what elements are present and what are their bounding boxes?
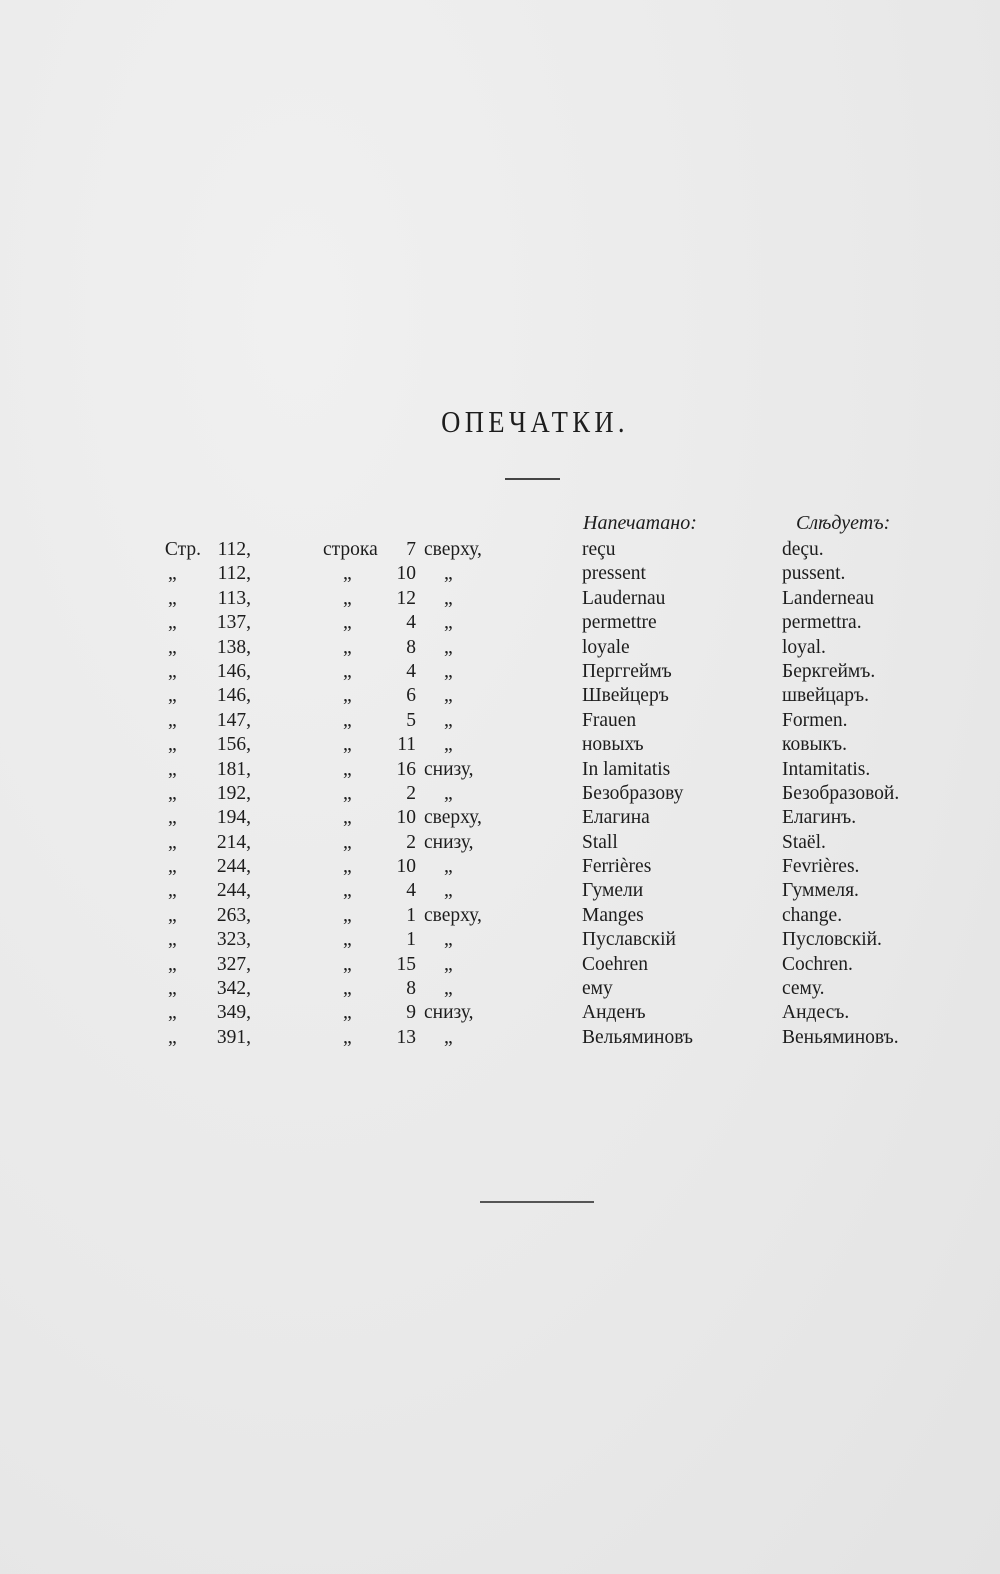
line-word: „ — [343, 904, 352, 926]
printed-text: In lamitatis — [582, 758, 671, 780]
line-direction: „ — [444, 856, 453, 878]
page-number: 327, — [216, 953, 251, 975]
line-word: „ — [343, 807, 352, 829]
page-prefix: „ — [168, 636, 177, 658]
errata-row — [0, 904, 1000, 928]
errata-row — [0, 953, 1000, 977]
printed-text: Пуславскій — [582, 929, 676, 951]
line-number: 11 — [397, 734, 416, 756]
page-prefix: „ — [168, 929, 177, 951]
line-word: „ — [343, 978, 352, 1000]
page-number: 192, — [216, 782, 251, 804]
errata-row — [0, 977, 1000, 1001]
line-direction: „ — [444, 587, 453, 609]
page-prefix: Стр. — [164, 539, 201, 560]
line-number: 10 — [396, 807, 416, 829]
printed-text: Елагина — [582, 807, 650, 829]
page-prefix: „ — [168, 953, 177, 975]
line-direction: снизу, — [424, 831, 474, 853]
errata-row — [0, 831, 1000, 855]
printed-text: Ferrières — [582, 856, 652, 878]
printed-text: Перггеймъ — [582, 660, 672, 682]
printed-text: Швейцеръ — [582, 685, 669, 707]
errata-row — [0, 562, 1000, 586]
correct-text: Formen. — [782, 709, 848, 731]
line-word: „ — [343, 758, 352, 780]
line-direction: „ — [444, 612, 453, 634]
errata-row — [0, 879, 1000, 903]
page-title: ОПЕЧАТКИ. — [441, 404, 629, 439]
errata-row — [0, 782, 1000, 806]
line-direction: снизу, — [424, 758, 474, 780]
line-direction: „ — [444, 660, 453, 682]
line-word: „ — [343, 563, 352, 585]
errata-row — [0, 806, 1000, 830]
page-prefix: „ — [168, 1002, 177, 1024]
line-number: 5 — [406, 709, 416, 731]
line-direction: „ — [444, 709, 453, 731]
line-direction: „ — [444, 929, 453, 951]
printed-text: ему — [582, 978, 613, 1000]
correct-text: pussent. — [782, 563, 846, 585]
line-direction: „ — [444, 782, 453, 804]
line-word: „ — [343, 782, 352, 804]
correct-text: швейцаръ. — [782, 685, 869, 707]
page-number: 146, — [216, 685, 251, 707]
correct-text: Андесъ. — [782, 1002, 850, 1024]
errata-row — [0, 636, 1000, 660]
correct-text: ковыкъ. — [782, 734, 847, 756]
correct-text: сему. — [782, 978, 825, 1000]
errata-row — [0, 855, 1000, 879]
page-prefix: „ — [168, 660, 177, 682]
line-number: 7 — [406, 539, 416, 560]
printed-text: Laudernau — [582, 587, 666, 609]
printed-text: Гумели — [582, 880, 644, 902]
should-be-column-header: Слѣдуетъ: — [796, 512, 891, 534]
errata-row — [0, 660, 1000, 684]
errata-row — [0, 709, 1000, 733]
errata-row — [0, 928, 1000, 952]
printed-text: Вельяминовъ — [582, 1026, 694, 1048]
page-prefix: „ — [168, 807, 177, 829]
errata-list — [0, 538, 1000, 1050]
page-prefix: „ — [168, 1026, 177, 1048]
line-direction: „ — [444, 636, 453, 658]
line-word: „ — [343, 953, 352, 975]
printed-text: Frauen — [582, 709, 637, 731]
correct-text: change. — [782, 904, 843, 926]
page-number: 138, — [216, 636, 251, 658]
line-number: 6 — [406, 685, 416, 707]
page-prefix: „ — [168, 758, 177, 780]
correct-text: Безобразовой. — [782, 782, 900, 804]
page-number: 147, — [216, 709, 251, 731]
errata-row — [0, 758, 1000, 782]
printed-text: loyale — [582, 636, 630, 658]
printed-text: Анденъ — [582, 1002, 646, 1024]
page-number: 263, — [216, 904, 251, 926]
line-direction: „ — [444, 734, 453, 756]
line-word: „ — [343, 660, 352, 682]
page-number: 112, — [217, 563, 251, 585]
printed-text: Manges — [582, 904, 644, 926]
line-number: 10 — [396, 563, 416, 585]
correct-text: Веньяминовъ. — [782, 1026, 899, 1048]
line-word: строка — [323, 539, 378, 560]
page-prefix: „ — [168, 904, 177, 926]
line-direction: сверху, — [424, 539, 482, 560]
errata-row — [0, 587, 1000, 611]
line-number: 2 — [406, 782, 416, 804]
errata-row — [0, 1001, 1000, 1025]
line-number: 15 — [396, 953, 416, 975]
correct-text: Беркгеймъ. — [782, 660, 876, 682]
line-number: 8 — [406, 636, 416, 658]
correct-text: permettra. — [782, 612, 862, 634]
line-direction: „ — [444, 978, 453, 1000]
top-divider — [505, 478, 560, 480]
printed-text: Coehren — [582, 953, 649, 975]
page-number: 244, — [216, 856, 251, 878]
line-word: „ — [343, 831, 352, 853]
correct-text: Fevrières. — [782, 856, 860, 878]
errata-row — [0, 684, 1000, 708]
page-number: 342, — [216, 978, 251, 1000]
page-prefix: „ — [168, 856, 177, 878]
page-number: 349, — [216, 1002, 251, 1024]
correct-text: loyal. — [782, 636, 826, 658]
line-direction: „ — [444, 880, 453, 902]
line-number: 1 — [406, 929, 416, 951]
errata-row — [0, 733, 1000, 757]
printed-column-header: Напечатано: — [583, 512, 697, 534]
line-word: „ — [343, 636, 352, 658]
page-prefix: „ — [168, 734, 177, 756]
errata-row — [0, 1026, 1000, 1050]
page-prefix: „ — [168, 880, 177, 902]
page-number: 323, — [216, 929, 251, 951]
page-number: 181, — [216, 758, 251, 780]
page-number: 146, — [216, 660, 251, 682]
line-number: 4 — [406, 660, 416, 682]
line-word: „ — [343, 1002, 352, 1024]
page-prefix: „ — [168, 563, 177, 585]
line-word: „ — [343, 856, 352, 878]
page-prefix: „ — [168, 587, 177, 609]
page-prefix: „ — [168, 978, 177, 1000]
correct-text: deçu. — [782, 539, 824, 560]
line-word: „ — [343, 880, 352, 902]
page-number: 156, — [216, 734, 251, 756]
page-number: 112, — [217, 539, 251, 560]
page-number: 137, — [216, 612, 251, 634]
line-word: „ — [343, 734, 352, 756]
line-direction: „ — [444, 685, 453, 707]
errata-row — [0, 611, 1000, 635]
page-prefix: „ — [168, 685, 177, 707]
printed-text: новыхъ — [582, 734, 644, 756]
bottom-divider — [480, 1201, 594, 1203]
line-direction: сверху, — [424, 807, 482, 829]
line-number: 9 — [406, 1002, 416, 1024]
line-number: 16 — [396, 758, 416, 780]
correct-text: Staël. — [782, 831, 826, 853]
line-direction: „ — [444, 953, 453, 975]
page-prefix: „ — [168, 831, 177, 853]
line-word: „ — [343, 587, 352, 609]
line-word: „ — [343, 709, 352, 731]
page-number: 194, — [216, 807, 251, 829]
printed-text: Stall — [582, 831, 618, 853]
correct-text: Пусловскій. — [782, 929, 882, 951]
line-number: 2 — [406, 831, 416, 853]
line-direction: сверху, — [424, 904, 482, 926]
page-number: 391, — [216, 1026, 251, 1048]
line-direction: снизу, — [424, 1002, 474, 1024]
line-number: 1 — [406, 904, 416, 926]
line-word: „ — [343, 1026, 352, 1048]
line-direction: „ — [444, 563, 453, 585]
line-number: 10 — [396, 856, 416, 878]
correct-text: Intamitatis. — [782, 758, 871, 780]
line-direction: „ — [444, 1026, 453, 1048]
page-prefix: „ — [168, 709, 177, 731]
correct-text: Cochren. — [782, 953, 853, 975]
printed-text: Безобразову — [582, 782, 684, 804]
line-number: 13 — [396, 1026, 416, 1048]
line-word: „ — [343, 929, 352, 951]
line-number: 8 — [406, 978, 416, 1000]
line-number: 12 — [396, 587, 416, 609]
line-number: 4 — [406, 612, 416, 634]
line-word: „ — [343, 612, 352, 634]
printed-text: permettre — [582, 612, 657, 634]
line-number: 4 — [406, 880, 416, 902]
line-word: „ — [343, 685, 352, 707]
correct-text: Гуммеля. — [782, 880, 859, 902]
printed-text: pressent — [582, 563, 646, 585]
errata-row — [0, 538, 1000, 562]
page-prefix: „ — [168, 782, 177, 804]
correct-text: Landerneau — [782, 587, 875, 609]
page-number: 244, — [216, 880, 251, 902]
correct-text: Елагинъ. — [782, 807, 857, 829]
printed-text: reçu — [582, 539, 616, 560]
page-number: 214, — [216, 831, 251, 853]
page-prefix: „ — [168, 612, 177, 634]
page-number: 113, — [217, 587, 251, 609]
